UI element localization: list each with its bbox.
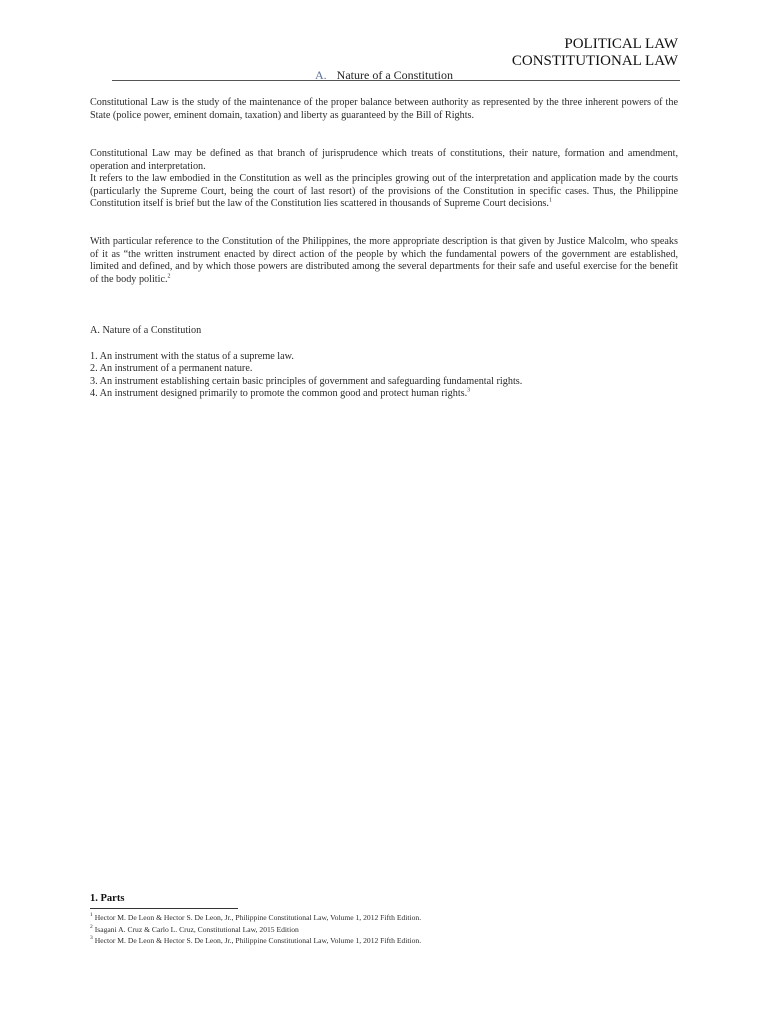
list-item: 3. An instrument establishing certain basic principles of government and safeguarding fundamental rights. xyxy=(90,375,523,387)
list-item-4-text: 4. An instrument designed primarily to promote the common good and protect human rights. xyxy=(90,388,468,399)
list-subheading: A. Nature of a Constitution xyxy=(90,325,202,336)
paragraph-3 xyxy=(90,236,678,286)
paragraph-2 xyxy=(90,148,678,211)
footnote xyxy=(90,924,690,936)
header-title-constitutional-law: CONSTITUTIONAL LAW xyxy=(511,53,678,69)
footnote-text: Isagani A. Cruz & Carlo L. Cruz, Constitutional Law, 2015 Edition xyxy=(94,924,299,934)
footnote xyxy=(90,912,690,924)
section-heading-title: Nature of a Constitution xyxy=(336,68,453,82)
footnote-text: Hector M. De Leon & Hector S. De Leon, Jr., Philippine Constitutional Law, Volume 1, 2012 Fifth Edition. xyxy=(94,936,422,945)
footnote-ref-1: 1 xyxy=(548,197,552,204)
list-item: 2. An instrument of a permanent nature. xyxy=(90,363,253,374)
footnote-ref-2: 2 xyxy=(167,273,171,280)
nature-list-section xyxy=(90,325,678,401)
parts-heading: 1. Parts xyxy=(90,893,125,904)
header-title-political-law: POLITICAL LAW xyxy=(564,36,678,52)
footnote-number: 2 xyxy=(90,923,93,930)
paragraph-1-text: Constitutional Law is the study of the maintenance of the proper balance between authority as represented by the three inherent powers of the State (police power, eminent domain, taxation) and liberty as guaranteed by the Bill of Rights. xyxy=(90,97,678,121)
footnote-number: 1 xyxy=(90,912,93,919)
section-heading-letter: A. xyxy=(315,68,327,82)
footnote-text: Hector M. De Leon & Hector S. De Leon, Jr., Philippine Constitutional Law, Volume 1, 2012 Fifth Edition. xyxy=(94,913,422,922)
footnote-number: 3 xyxy=(90,935,93,942)
footnote-separator xyxy=(90,908,238,909)
footnote-ref-3: 3 xyxy=(467,387,471,394)
paragraph-3-text-wrap xyxy=(90,236,678,286)
list-item: 1. An instrument with the status of a supreme law. xyxy=(90,350,294,362)
footnote xyxy=(90,935,690,947)
page-header xyxy=(512,36,678,70)
list-item-4 xyxy=(90,388,678,401)
nature-list xyxy=(90,351,678,401)
paragraph-1 xyxy=(90,97,678,122)
paragraph-2-explanation xyxy=(90,173,678,211)
paragraph-3-text: With particular reference to the Constitution of the Philippines, the more appropriate description is that given by Justice Malcolm, who speaks of it as “the written instrument enacted by direct action of the people by which the fundamental powers of the government are established, limited and defined, and by which those powers are distributed among the several departments for their safe and useful exercise for the benefit of the body politic. xyxy=(90,236,678,285)
footnotes xyxy=(90,912,690,947)
header-rule xyxy=(112,80,680,81)
paragraph-2-definition: Constitutional Law may be defined as that branch of jurisprudence which treats of constitutions, their nature, formation and amendment, operation and interpretation. xyxy=(90,148,678,172)
paragraph-2-explanation-text: It refers to the law embodied in the Constitution as well as the principles growing out of the interpretation and application made by the courts (particularly the Supreme Court, being the court of last resort) of the provisions of the Constitution in specific cases. Thus, the Philippine Constitution itself is brief but the law of the Constitution lies scattered in thousands of Supreme Court decisions. xyxy=(90,173,678,209)
